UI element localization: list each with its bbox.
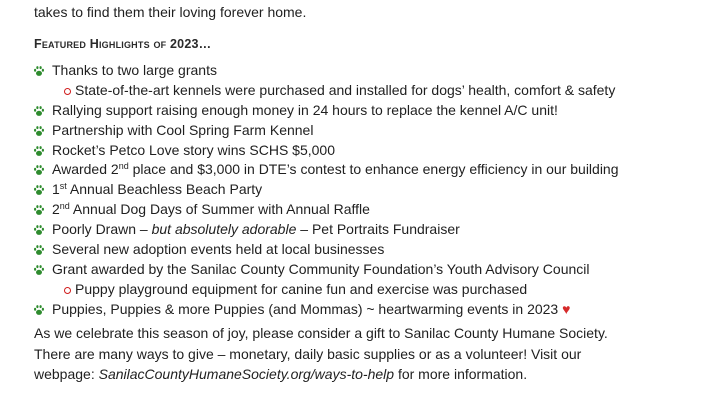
list-item-text-end: Annual Beachless Beach Party xyxy=(66,181,263,198)
paw-print-icon xyxy=(33,264,45,276)
list-item xyxy=(0,220,720,240)
website-link[interactable]: SanilacCountyHumaneSociety.org/ways-to-help xyxy=(98,366,395,382)
sub-list-item xyxy=(0,280,720,300)
list-item-text-start: 2 xyxy=(52,201,60,218)
list-item-text: Puppies, Puppies & more Puppies (and Mommas) ~ heartwarming events in 2023 xyxy=(52,300,559,317)
paw-print-icon xyxy=(33,224,45,236)
list-item xyxy=(0,160,720,180)
list-item xyxy=(0,121,720,141)
list-item-text-start: Awarded 2 xyxy=(52,161,119,178)
paw-print-icon xyxy=(33,164,45,176)
list-item xyxy=(0,200,720,220)
sub-item-text: Puppy playground equipment for canine fun and exercise was purchased xyxy=(75,280,528,297)
list-item xyxy=(0,101,720,121)
list-item-text-end: Annual Dog Days of Summer with Annual Raffle xyxy=(69,201,370,218)
intro-line: takes to find them their loving forever home. xyxy=(34,4,307,20)
sub-list-item xyxy=(0,81,720,101)
list-item-text-start: 1 xyxy=(52,181,60,198)
ordinal-suffix: nd xyxy=(118,161,129,172)
list-item-text: Thanks to two large grants xyxy=(52,62,217,78)
paw-print-icon xyxy=(33,65,45,77)
circle-bullet-icon xyxy=(64,287,71,294)
list-item-text: Grant awarded by the Sanilac County Community Foundation’s Youth Advisory Council xyxy=(52,260,590,277)
list-item-text: Several new adoption events held at local businesses xyxy=(52,241,385,258)
paw-print-icon xyxy=(33,125,45,137)
list-item xyxy=(0,61,720,81)
circle-bullet-icon xyxy=(64,88,71,95)
list-item-text: Rallying support raising enough money in 24 hours to replace the kennel A/C unit! xyxy=(52,101,558,118)
closing-text: for more information. xyxy=(394,366,528,382)
list-item xyxy=(0,141,720,161)
list-item xyxy=(0,260,720,280)
ordinal-suffix: st xyxy=(59,181,67,192)
sub-item-text: State-of-the-art kennels were purchased and installed for dogs’ health, comfort & safety xyxy=(75,81,616,98)
closing-paragraph xyxy=(34,323,608,385)
emphasis-text: but absolutely adorable xyxy=(151,221,297,238)
list-item xyxy=(0,240,720,260)
list-item-text: Partnership with Cool Spring Farm Kennel xyxy=(52,121,314,138)
paw-print-icon xyxy=(33,184,45,196)
list-item xyxy=(0,180,720,200)
paw-print-icon xyxy=(33,304,45,316)
list-item-text-end: – Pet Portraits Fundraiser xyxy=(296,221,460,238)
list-item-text-end: place and $3,000 in DTE’s contest to enhance energy efficiency in our building xyxy=(128,161,619,178)
paw-print-icon xyxy=(33,244,45,256)
list-item xyxy=(0,300,720,320)
closing-line xyxy=(34,364,608,385)
paw-print-icon xyxy=(33,145,45,157)
paw-print-icon xyxy=(33,105,45,117)
ordinal-suffix: nd xyxy=(59,201,70,212)
paw-print-icon xyxy=(33,204,45,216)
highlights-list xyxy=(0,61,720,320)
closing-line: As we celebrate this season of joy, please consider a gift to Sanilac County Humane Society. xyxy=(34,325,608,341)
closing-line: There are many ways to give – monetary, daily basic supplies or as a volunteer! Visit our xyxy=(34,345,582,362)
list-item-text-start: Poorly Drawn – xyxy=(52,221,152,238)
list-item-text: Rocket’s Petco Love story wins SCHS $5,000 xyxy=(52,141,335,158)
closing-text: webpage: xyxy=(34,366,99,382)
heart-icon: ♥ xyxy=(562,300,571,317)
highlights-heading: Featured Highlights of 2023… xyxy=(34,37,212,51)
